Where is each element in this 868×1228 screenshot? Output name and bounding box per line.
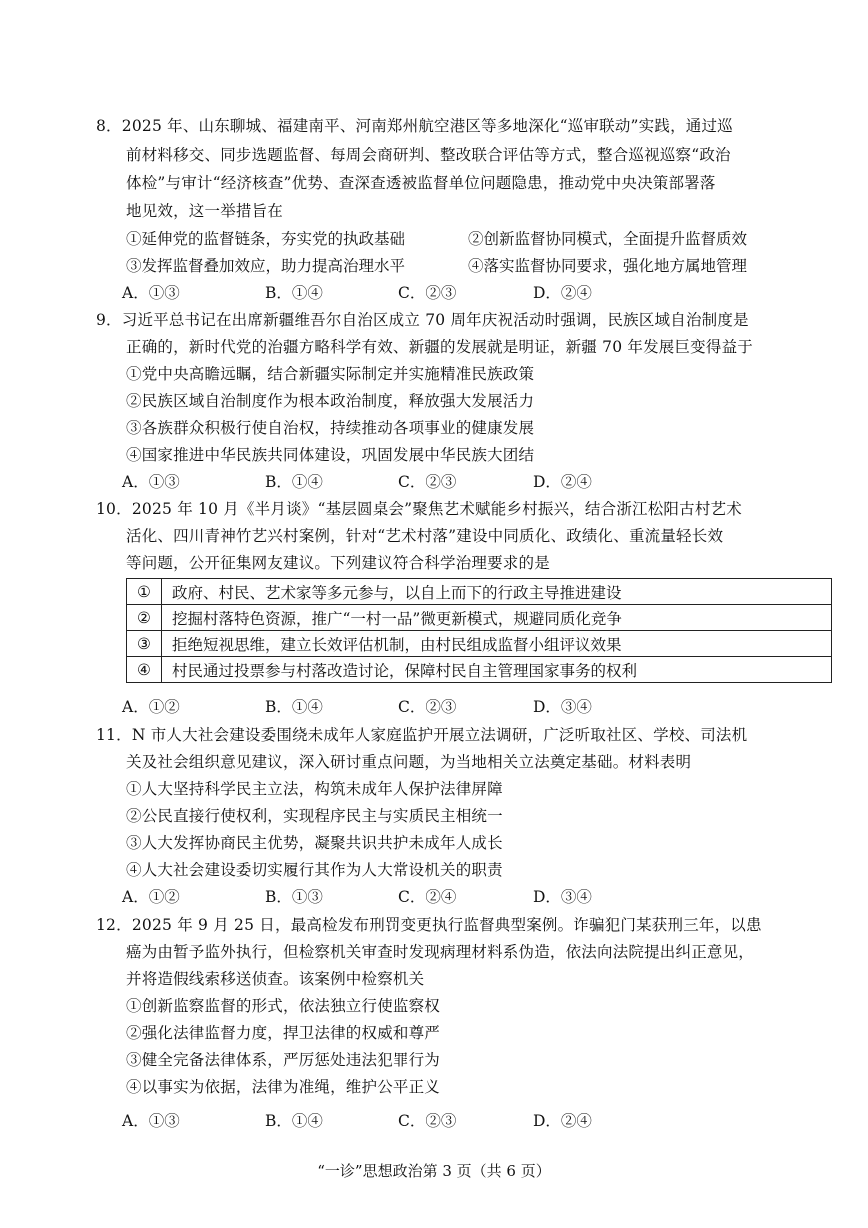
- q12-option-2: ②强化法律监督力度，捍卫法律的权威和尊严: [126, 1024, 441, 1042]
- table-cell-text: 村民通过投票参与村落改造讨论，保障村民自主管理国家事务的权利: [162, 657, 832, 683]
- q9-option-1: ①党中央高瞻远瞩，结合新疆实际制定并实施精准民族政策: [126, 365, 535, 383]
- q10-stem-line-2: 活化、四川青神竹艺兴村案例，针对“艺术村落”建设中同质化、政绩化、重流量轻长效: [126, 527, 724, 545]
- table-cell-num: ②: [127, 605, 162, 631]
- q10-answer-c: C．②③: [398, 698, 457, 716]
- table-row: [127, 579, 832, 605]
- q9-stem-line-1: 9．习近平总书记在出席新疆维吾尔自治区成立 70 周年庆祝活动时强调，民族区域自治制度是: [96, 311, 749, 329]
- q8-answer-b: B．①④: [265, 284, 323, 302]
- q9-option-2: ②民族区域自治制度作为根本政治制度，释放强大发展活力: [126, 392, 535, 410]
- q8-stem-line-3: 体检”与审计“经济核查”优势、查深查透被监督单位问题隐患，推动党中央决策部署落: [126, 174, 716, 192]
- q9-option-3: ③各族群众积极行使自治权，持续推动各项事业的健康发展: [126, 419, 535, 437]
- q8-stem-line-1: 8．2025 年、山东聊城、福建南平、河南郑州航空港区等多地深化“巡审联动”实践，通过巡: [96, 117, 733, 135]
- q11-answer-d: D．③④: [533, 888, 592, 906]
- q8-option-2: ②创新监督协同模式，全面提升监督质效: [468, 230, 748, 248]
- q12-answer-a: A．①③: [122, 1112, 180, 1130]
- table-row: [127, 631, 832, 657]
- q8-answer-a: A．①③: [122, 284, 180, 302]
- q11-option-1: ①人大坚持科学民主立法，构筑未成年人保护法律屏障: [126, 780, 503, 798]
- q9-answer-c: C．②③: [398, 473, 457, 491]
- table-cell-text: 政府、村民、艺术家等多元参与，以自上而下的行政主导推进建设: [162, 579, 832, 605]
- q11-option-4: ④人大社会建设委切实履行其作为人大常设机关的职责: [126, 861, 503, 879]
- q8-answer-d: D．②④: [533, 284, 592, 302]
- table-cell-num: ③: [127, 631, 162, 657]
- q12-option-3: ③健全完备法律体系，严厉惩处违法犯罪行为: [126, 1051, 441, 1069]
- table-cell-num: ①: [127, 579, 162, 605]
- q11-answer-c: C．②④: [398, 888, 457, 906]
- q11-option-2: ②公民直接行使权利，实现程序民主与实质民主相统一: [126, 807, 503, 825]
- q10-answer-d: D．③④: [533, 698, 592, 716]
- table-row: [127, 657, 832, 683]
- q12-answer-c: C．②③: [398, 1112, 457, 1130]
- q12-answer-d: D．②④: [533, 1112, 592, 1130]
- q10-answer-b: B．①④: [265, 698, 323, 716]
- table-cell-text: 拒绝短视思维，建立长效评估机制，由村民组成监督小组评议效果: [162, 631, 832, 657]
- q11-option-3: ③人大发挥协商民主优势，凝聚共识共护未成年人成长: [126, 834, 503, 852]
- q12-option-4: ④以事实为依据，法律为准绳，维护公平正义: [126, 1078, 441, 1096]
- q8-stem-line-4: 地见效，这一举措旨在: [126, 202, 284, 220]
- q8-option-3: ③发挥监督叠加效应，助力提高治理水平: [126, 257, 406, 275]
- table-cell-text: 挖掘村落特色资源，推广“一村一品”微更新模式，规避同质化竞争: [162, 605, 832, 631]
- q11-stem-line-2: 关及社会组织意见建议，深入研讨重点问题，为当地相关立法奠定基础。材料表明: [126, 753, 692, 771]
- q9-answer-b: B．①④: [265, 473, 323, 491]
- q8-stem-line-2: 前材料移交、同步选题监督、每周会商研判、整改联合评估等方式，整合巡视巡察“政治: [126, 146, 731, 164]
- q9-answer-a: A．①③: [122, 473, 180, 491]
- q8-option-4: ④落实监督协同要求，强化地方属地管理: [468, 257, 748, 275]
- q11-answer-a: A．①②: [122, 888, 180, 906]
- page-footer: “一诊”思想政治第 3 页（共 6 页）: [317, 1162, 551, 1180]
- q12-stem-line-2: 癌为由暂予监外执行，但检察机关审查时发现病理材料系伪造，依法向法院提出纠正意见，: [126, 943, 755, 961]
- q9-option-4: ④国家推进中华民族共同体建设，巩固发展中华民族大团结: [126, 446, 535, 464]
- table-cell-num: ④: [127, 657, 162, 683]
- q12-option-1: ①创新监察监督的形式，依法独立行使监察权: [126, 997, 441, 1015]
- q10-answer-a: A．①②: [122, 698, 180, 716]
- q8-answer-c: C．②③: [398, 284, 457, 302]
- q10-stem-line-3: 等问题，公开征集网友建议。下列建议符合科学治理要求的是: [126, 554, 550, 572]
- q9-stem-line-2: 正确的，新时代党的治疆方略科学有效、新疆的发展就是明证，新疆 70 年发展巨变得益于: [126, 338, 753, 356]
- q10-options-table: [126, 578, 832, 683]
- q12-stem-line-1: 12．2025 年 9 月 25 日，最高检发布刑罚变更执行监督典型案例。诈骗犯门某获刑三年，以患: [96, 916, 762, 934]
- q12-stem-line-3: 并将造假线索移送侦查。该案例中检察机关: [126, 970, 425, 988]
- table-row: [127, 605, 832, 631]
- q10-stem-line-1: 10．2025 年 10 月《半月谈》“基层圆桌会”聚焦艺术赋能乡村振兴，结合浙江松阳古村艺术: [96, 500, 742, 518]
- q11-answer-b: B．①③: [265, 888, 323, 906]
- q9-answer-d: D．②④: [533, 473, 592, 491]
- q12-answer-b: B．①④: [265, 1112, 323, 1130]
- q11-stem-line-1: 11．N 市人大社会建设委围绕未成年人家庭监护开展立法调研，广泛听取社区、学校、司法机: [96, 726, 748, 744]
- q8-option-1: ①延伸党的监督链条，夯实党的执政基础: [126, 230, 406, 248]
